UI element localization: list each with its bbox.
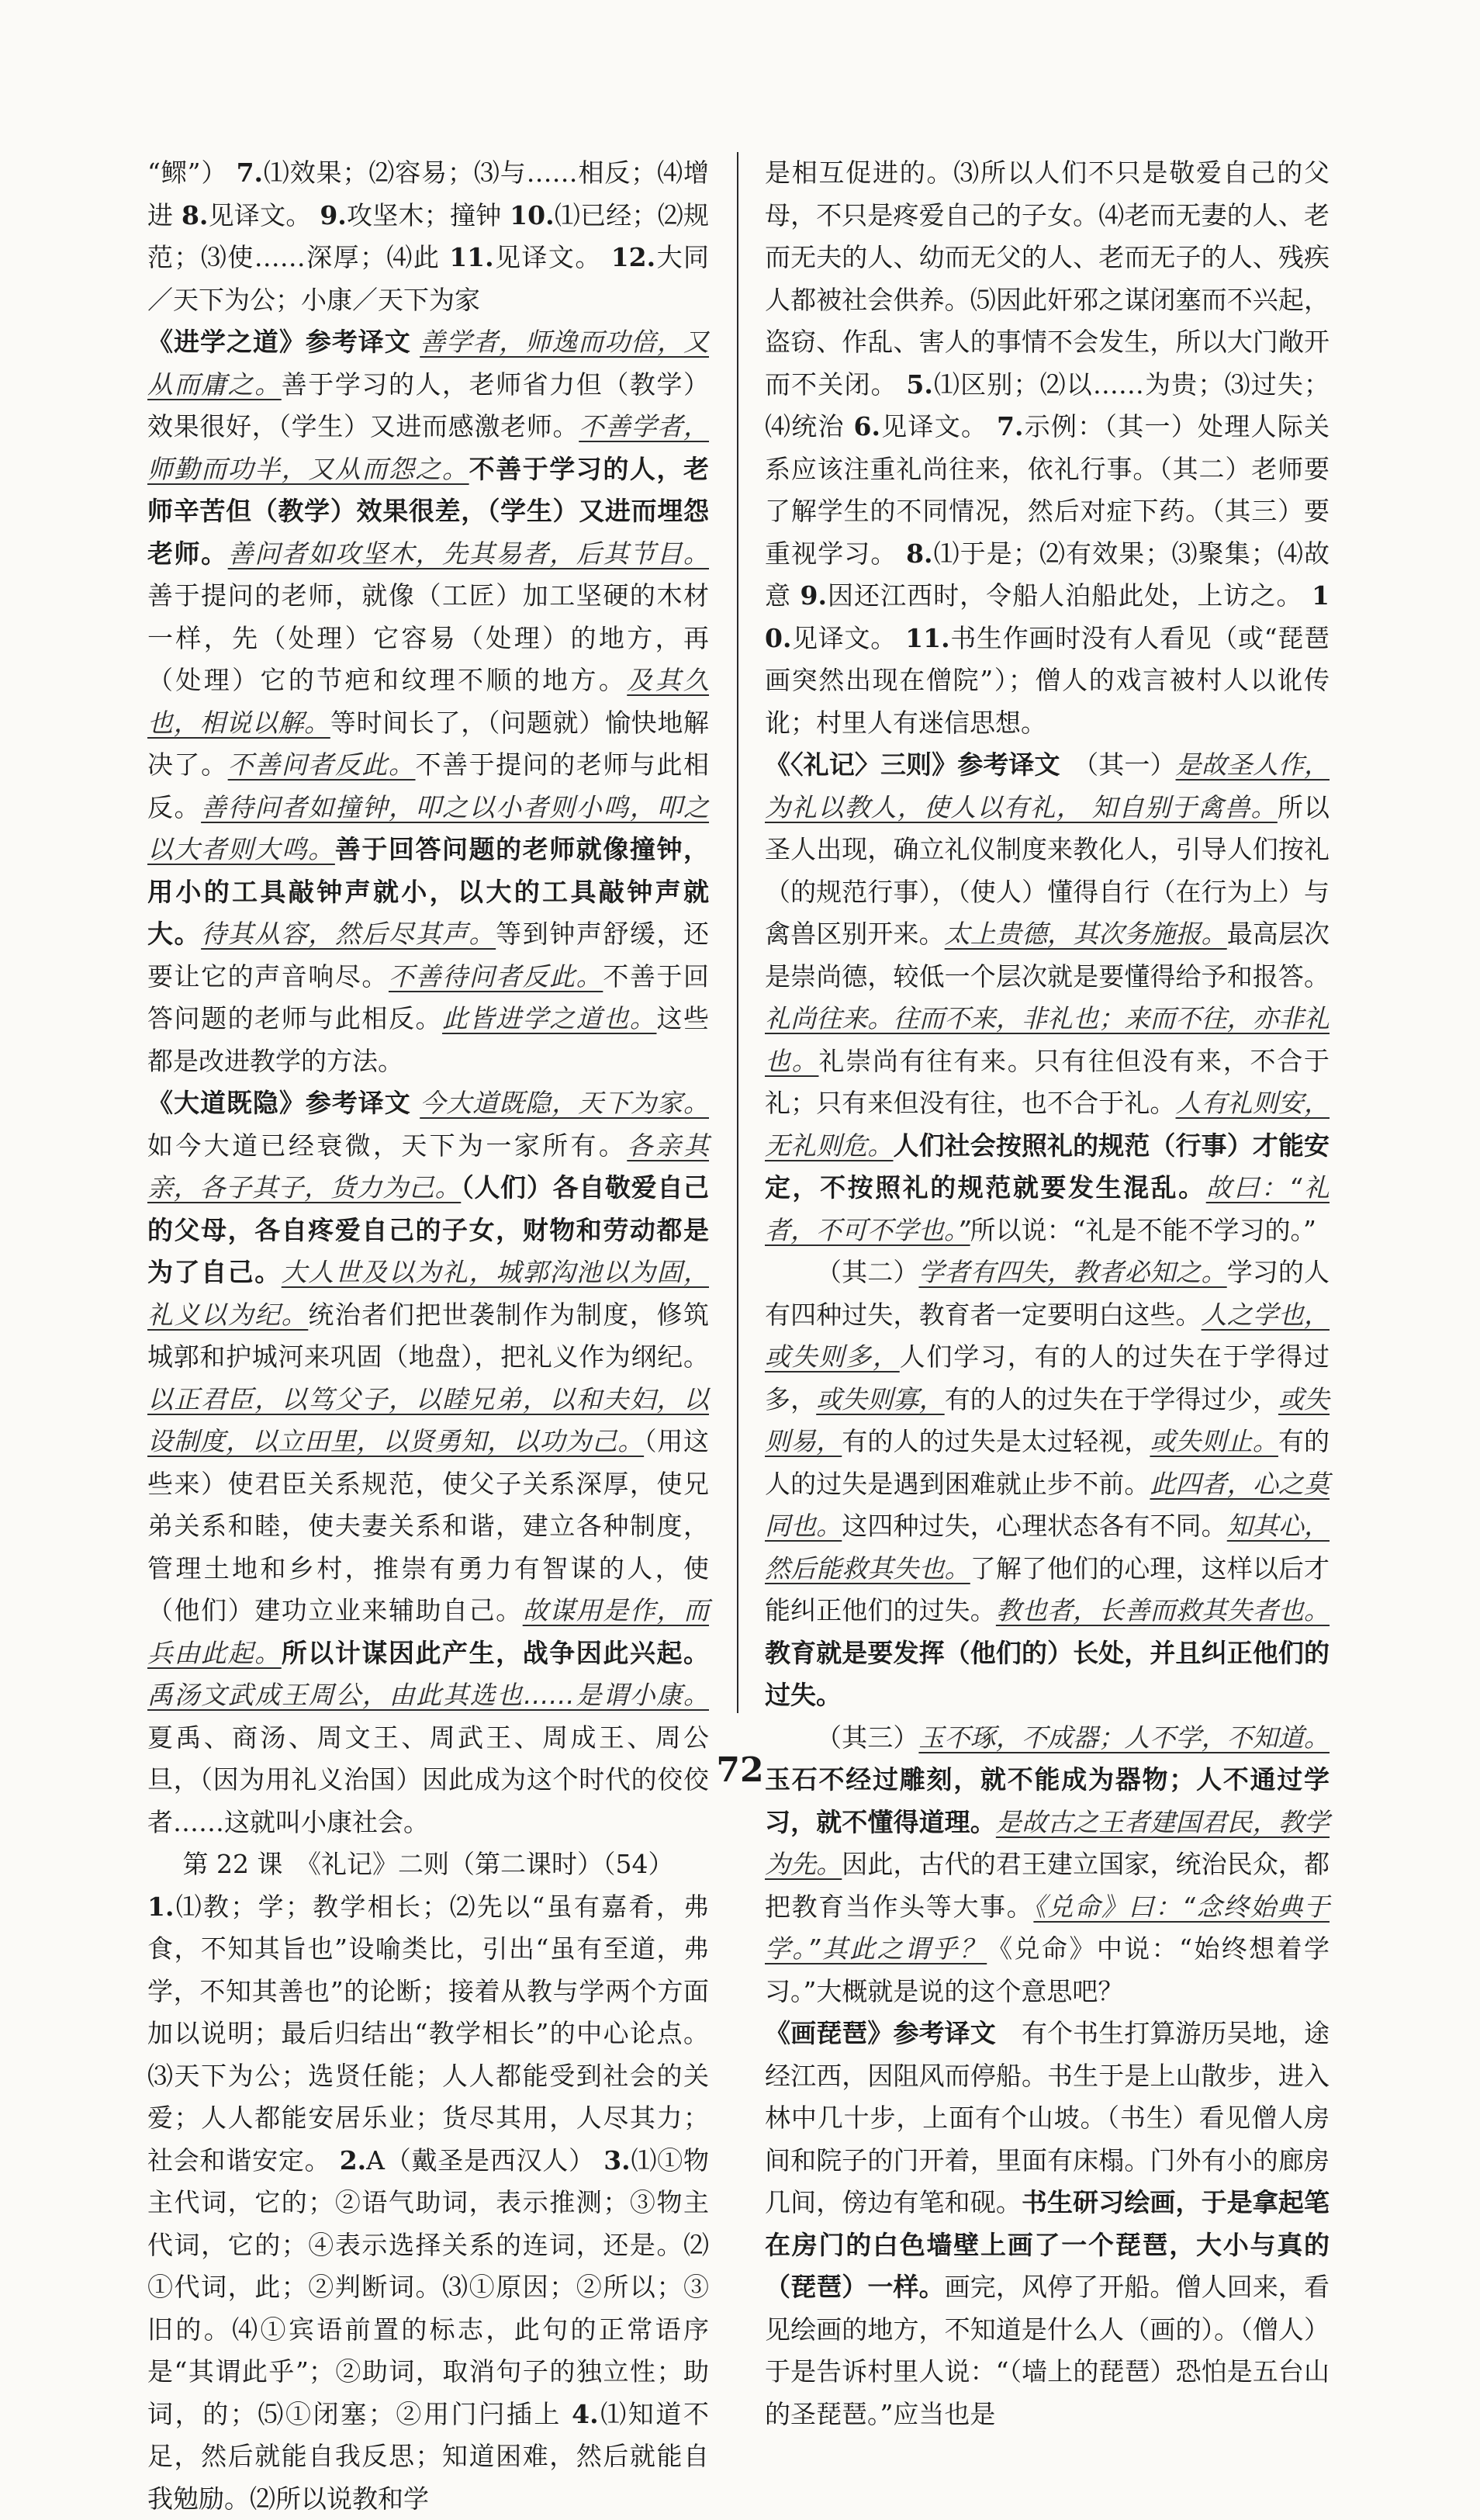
text-run: 这四种过失，心理状态各有不同。 (842, 1511, 1226, 1541)
text-run: 等到钟声舒缓，还要让它的声音响尽。 (147, 919, 709, 992)
classical-quote: 今大道既隐，天下为家。 (420, 1088, 709, 1118)
classical-quote: 人之学也，或失则多， (765, 1300, 1330, 1372)
text-run: 学习的人有四种过失，教育者一定要明白这些。 (765, 1257, 1330, 1330)
text-run: 见译文。 (880, 411, 997, 441)
text-run: 如今大道已经衰微，天下为一家所有。 (147, 1130, 627, 1161)
text-run: 不善于回答问题的老师与此相反。 (147, 961, 709, 1034)
text-run (411, 327, 420, 357)
question-number: 11. (449, 242, 493, 272)
classical-quote: 太上贵德，其次务施报。 (945, 919, 1227, 949)
paragraph (765, 1251, 1330, 1717)
text-run: “鳏”） (147, 158, 237, 188)
text-run: ⑴教；学；教学相长；⑵先以“虽有嘉肴，弗食，不知其旨也”设喻类比，引出“虽有至道，弗学，不知其善也”的论断；接着从教与学两个方面加以说明；最后归结出“教学相长”的中心论点。⑶天下为公；选贤任能；人人都能受到社会的关爱；人人都能安居乐业；货尽其用，人尽其力；社会和谐安定。 (147, 1892, 709, 2176)
text-run (411, 1088, 420, 1118)
text-run: 大同／天下为公；小康／天下为家 (147, 242, 709, 315)
text-run: ⑴①物主代词，它的；②语气助词，表示推测；③物主代词，它的；④表示选择关系的连词，还是。⑵①代词，此；②判断词。⑶①原因；②所以；③旧的。⑷①宾语前置的标志，此句的正常语序是“其谓此乎”；②助词，取消句子的独立性；助词，的；⑸①闭塞；②用门闩插上 (147, 2145, 709, 2429)
classical-quote: 礼尚往来。往而不来，非礼也；来而不往，亦非礼也。 (765, 1003, 1330, 1076)
classical-quote: 是故古之王者建国君民，教学为先。 (765, 1807, 1330, 1880)
question-number: 2. (340, 2145, 366, 2176)
text-run: 礼崇尚有往有来。只有往但没有来，不合于礼；只有来但没有往，也不合于礼。 (765, 1046, 1330, 1119)
text-run: ⑴知道不足，然后就能自我反思；知道困难，然后就能自我勉励。⑵所以说教和学 (147, 2399, 709, 2514)
text-run: 所以圣人出现，确立礼仪制度来教化人，引导人们按礼（的规范行事），（使人）懂得自行（在行为上）与禽兽区别开来。 (765, 792, 1330, 950)
section-title: 《大道既隐》参考译文 (147, 1088, 411, 1118)
question-number: 8. (182, 200, 208, 230)
text-run: 因此，古代的君王建立国家，统治民众，都把教育当作头等大事。 (765, 1849, 1330, 1922)
question-number: 3. (603, 2145, 630, 2176)
text-run: （其三） (816, 1722, 918, 1753)
text-run: 示例：（其一）处理人际关系应该注重礼尚往来，依礼行事。（其二）老师要了解学生的不同情况，然后对症下药。（其三）要重视学习。 (765, 411, 1330, 569)
text-run: 有个书生打算游历吴地，途经江西，因阻风而停船。书生于是上山散步，进入林中几十步，上面有个山坡。（书生）看见僧人房间和院子的门开着，里面有床榻。门外有小的廊房几间，傍边有笔和砚。 (765, 2018, 1330, 2217)
paragraph (765, 744, 1330, 1251)
classical-quote: 故曰：“礼者，不可不学也。” (765, 1172, 1330, 1245)
text-run: 见译文。 (494, 242, 611, 272)
classical-quote: 大人世及以为礼，城郭沟池以为固，礼义以为纪。 (147, 1257, 709, 1330)
text-run: 攻坚木；撞钟 (347, 200, 510, 230)
text-run: 了解了他们的心理，这样以后才能纠正他们的过失。 (765, 1553, 1330, 1626)
paragraph (147, 1886, 709, 2520)
classical-quote: 此皆进学之道也。 (442, 1003, 656, 1033)
bold-translation: 不善于学习的人，老师辛苦但（教学）效果很差，（学生）又进而埋怨老师。 (147, 454, 709, 569)
bold-translation: 人们社会按照礼的规范（行事）才能安定，不按照礼的规范就要发生混乱。 (765, 1130, 1330, 1203)
bold-translation: 玉石不经过雕刻，就不能成为器物；人不通过学习，就不懂得道理。 (765, 1764, 1330, 1837)
left-column (147, 152, 709, 2520)
text-run: 善于提问的老师，就像（工匠）加工坚硬的木材一样，先（处理）它容易（处理）的地方，再（处理）它的节疤和纹理不顺的地方。 (147, 580, 709, 695)
paragraph (147, 152, 709, 321)
right-column (765, 152, 1330, 2435)
bold-translation: 书生研习绘画，于是拿起笔在房门的白色墙壁上画了一个琵琶，大小与真的（琵琶）一样。 (765, 2187, 1330, 2302)
classical-quote: 人有礼则安，无礼则危。 (765, 1088, 1330, 1161)
paragraph (765, 1717, 1330, 2013)
question-number: 10. (510, 200, 554, 230)
text-run: 因还江西时，令船人泊船此处，上访之。 (827, 580, 1312, 611)
question-number: 7. (237, 158, 263, 188)
text-run: 书生作画时没有人看见（或“琵琶画突然出现在僧院”）；僧人的戏言被村人以讹传讹；村里人有迷信思想。 (765, 623, 1330, 738)
classical-quote: 《兑命》曰：“念终始典于学。”其此之谓乎？ (765, 1892, 1330, 1964)
page-number: 72 (701, 1750, 779, 1790)
question-number: 12. (611, 242, 655, 272)
text-run: ⑴已经；⑵规范；⑶使……深厚；⑷此 (147, 200, 709, 273)
classical-quote: 玉不琢，不成器；人不学，不知道。 (918, 1722, 1330, 1753)
section-title: 《画琵琶》参考译文 (765, 2018, 996, 2048)
column-divider (737, 152, 738, 1713)
paragraph (147, 1082, 709, 1843)
classical-quote: 不善待问者反此。 (389, 961, 603, 992)
classical-quote: 或失则易， (765, 1384, 1330, 1457)
section-title: 《进学之道》参考译文 (147, 327, 411, 357)
text-run: 有的人的过失在于学得过少， (945, 1384, 1278, 1414)
text-run: （用这些来）使君臣关系规范，使父子关系深厚，使兄弟关系和睦，使夫妻关系和谐，建立各种制度，管理土地和乡村，推崇有勇力有智谋的人，使（他们）建功立业来辅助自己。 (147, 1426, 709, 1625)
classical-quote: 是故圣人作，为礼以教人，使人以有礼， 知自别于禽兽。 (765, 749, 1330, 822)
classical-quote: 善学者，师逸而功倍，又从而庸之。 (147, 327, 709, 400)
classical-quote: 不善学者，师勤而功半，又从而怨之。 (147, 411, 709, 484)
text-run: （其一） (1060, 749, 1176, 780)
text-run: ⑴于是；⑵有效果；⑶聚集；⑷故意 (765, 538, 1330, 611)
classical-quote: 及其久也，相说以解。 (147, 665, 709, 738)
question-number: 7. (997, 411, 1023, 441)
classical-quote: 禹汤文武成王周公，由此其选也……是谓小康。 (147, 1680, 709, 1710)
classical-quote: 故谋用是作，而兵由此起。 (147, 1595, 709, 1668)
text-run: 最高层次是崇尚德，较低一个层次就是要懂得给予和报答。 (765, 919, 1330, 992)
classical-quote: 不善问者反此。 (228, 749, 416, 780)
question-number: 11. (905, 623, 949, 653)
bold-translation: 所以计谋因此产生，战争因此兴起。 (282, 1638, 709, 1668)
text-run: 有的人的过失是太过轻视， (842, 1426, 1150, 1456)
bold-translation: （人们）各自敬爱自己的父母，各自疼爱自己的子女，财物和劳动都是为了自己。 (147, 1172, 709, 1287)
classical-quote: 此四者，心之莫同也。 (765, 1469, 1330, 1542)
bold-translation: 善于回答问题的老师就像撞钟，用小的工具敲钟声就小，以大的工具敲钟声就大。 (147, 834, 709, 949)
text-run: 是相互促进的。⑶所以人们不只是敬爱自己的父母，不只是疼爱自己的子女。⑷老而无妻的人、老而无夫的人、幼而无父的人、老而无子的人、残疾人都被社会供养。⑸因此奸邪之谋闭塞而不兴起，盗窃、作乱、害人的事情不会发生，所以大门敞开而不关闭。 (765, 158, 1330, 400)
question-number: 9. (320, 200, 346, 230)
classical-quote: 各亲其亲，各子其子，货力为己。 (147, 1130, 709, 1203)
section-title: 《〈礼记〉三则》参考译文 (765, 749, 1060, 780)
classical-quote: 待其从容，然后尽其声。 (201, 919, 496, 949)
paragraph (147, 321, 709, 1082)
classical-quote: 或失则止。 (1150, 1426, 1278, 1456)
text-run: 统治者们把世袭制作为制度，修筑城郭和护城河来巩固（地盘），把礼义作为纲纪。 (147, 1300, 709, 1372)
text-run: ⑴效果；⑵容易；⑶与……相反；⑷增进 (147, 158, 709, 230)
question-number: 1. (147, 1892, 174, 1922)
text-run: （其二） (816, 1257, 918, 1287)
classical-quote: 或失则寡， (816, 1384, 944, 1414)
text-run: 善于学习的人，老师省力但（教学）效果很好，（学生）又进而感激老师。 (147, 369, 709, 442)
text-run: 所以说：“礼是不能不学习的。” (970, 1215, 1316, 1245)
question-number: 4. (572, 2399, 598, 2429)
text-run: 这些都是改进教学的方法。 (147, 1003, 709, 1076)
classical-quote: 以正君臣，以笃父子，以睦兄弟，以和夫妇，以设制度，以立田里，以贤勇知，以功为己。 (147, 1384, 709, 1457)
text-run: 不善于提问的老师与此相反。 (147, 749, 709, 822)
classical-quote: 学者有四失，教者必知之。 (918, 1257, 1226, 1287)
paragraph (147, 1843, 709, 1886)
text-run: 夏禹、商汤、周文王、周武王、周成王、周公旦，（因为用礼义治国）因此成为这个时代的佼佼者……这就叫小康社会。 (147, 1722, 709, 1837)
text-run: 人们学习，有的人的过失在于学得过多， (765, 1341, 1330, 1414)
question-number: 9. (801, 580, 827, 611)
classical-quote: 知其心，然后能救其失也。 (765, 1511, 1330, 1584)
paragraph (765, 2013, 1330, 2435)
text-run: 等时间长了，（问题就）愉快地解决了。 (147, 708, 709, 781)
text-run: ⑴区别；⑵以……为贵；⑶过失；⑷统治 (765, 369, 1330, 442)
paragraph (765, 152, 1330, 744)
text-run: 第 22 课 《礼记》二则（第二课时）（54） (183, 1849, 674, 1879)
question-number: 6. (854, 411, 880, 441)
text-run: 有的人的过失是遇到困难就止步不前。 (765, 1426, 1330, 1499)
question-number: 5. (906, 369, 932, 400)
text-run: 见译文。 (208, 200, 320, 230)
text-run: 画完，风停了开船。僧人回来，看见绘画的地方，不知道是什么人（画的）。（僧人）于是告诉村里人说：“（墙上的琵琶）恐怕是五台山的圣琵琶。”应当也是 (765, 2272, 1330, 2429)
question-number: 10. (765, 580, 1330, 653)
classical-quote: 善问者如攻坚木，先其易者，后其节目。 (228, 538, 709, 569)
classical-quote: 教也者，长善而救其失者也。 (996, 1595, 1330, 1625)
text-run: 见译文。 (791, 623, 905, 653)
text-run: A（戴圣是西汉人） (366, 2145, 603, 2176)
classical-quote: 善待问者如撞钟，叩之以小者则小鸣，叩之以大者则大鸣。 (147, 792, 709, 865)
question-number: 8. (906, 538, 932, 569)
bold-translation: 教育就是要发挥（他们的）长处，并且纠正他们的过失。 (765, 1638, 1330, 1711)
text-run: 《兑命》中说：“始终想着学习。”大概就是说的这个意思吧？ (765, 1933, 1330, 2006)
